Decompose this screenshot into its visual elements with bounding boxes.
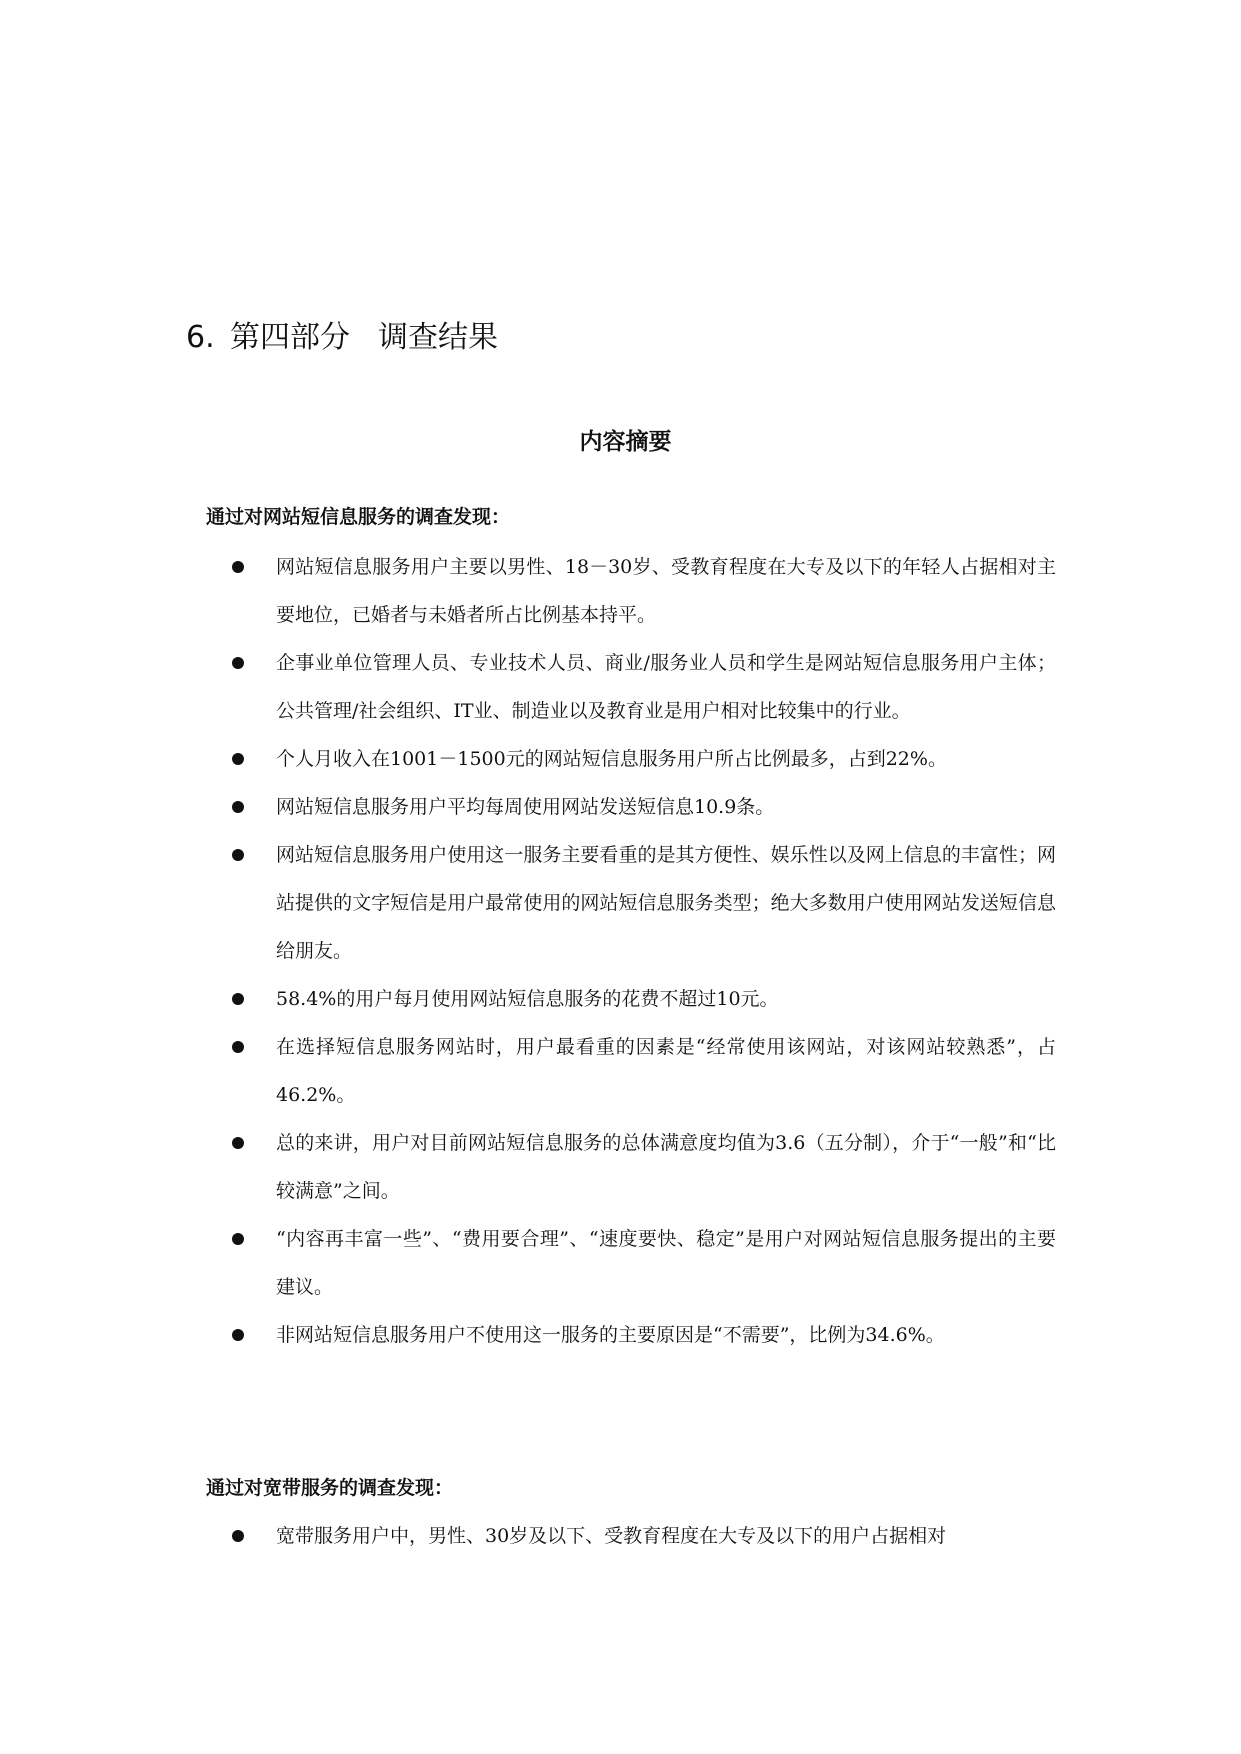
list-item-text: 总的来讲，用户对目前网站短信息服务的总体满意度均值为3.6（五分制），介于“一般”和“比较满意”之间。 <box>276 1132 1056 1202</box>
list-item-text: 网站短信息服务用户平均每周使用网站发送短信息10.9条。 <box>276 796 775 818</box>
list-item-text: 非网站短信息服务用户不使用这一服务的主要原因是“不需要”，比例为34.6%。 <box>276 1324 945 1346</box>
list-item-text: 个人月收入在1001－1500元的网站短信息服务用户所占比例最多，占到22%。 <box>276 748 947 770</box>
list-item-text: 在选择短信息服务网站时，用户最看重的因素是“经常使用该网站，对该网站较熟悉”，占46.2%。 <box>276 1036 1056 1106</box>
bullet-icon <box>232 657 244 669</box>
bullet-icon <box>232 1329 244 1341</box>
bullet-icon <box>232 849 244 861</box>
list-item-text: 网站短信息服务用户使用这一服务主要看重的是其方便性、娱乐性以及网上信息的丰富性；网站提供的文字短信是用户最常使用的网站短信息服务类型；绝大多数用户使用网站发送短信息给朋友。 <box>276 844 1056 962</box>
findings-list-broadband <box>226 1512 1056 1560</box>
list-item <box>226 783 1056 831</box>
list-item <box>226 1215 1056 1311</box>
chapter-title: 调查结果 <box>378 320 498 355</box>
list-item <box>226 1512 1056 1560</box>
summary-title: 内容摘要 <box>579 429 672 455</box>
list-item <box>226 1119 1056 1215</box>
list-item <box>226 1311 1056 1359</box>
list-item <box>226 639 1056 735</box>
bullet-icon <box>232 993 244 1005</box>
bullet-icon <box>232 1137 244 1149</box>
list-item-text: 58.4%的用户每月使用网站短信息服务的花费不超过10元。 <box>276 988 779 1010</box>
list-item <box>226 735 1056 783</box>
list-item <box>226 543 1056 639</box>
list-item-text: 企事业单位管理人员、专业技术人员、商业/服务业人员和学生是网站短信息服务用户主体；公共管理/社会组织、IT业、制造业以及教育业是用户相对比较集中的行业。 <box>276 652 1056 722</box>
list-item <box>226 831 1056 975</box>
chapter-heading <box>186 318 498 358</box>
list-item <box>226 975 1056 1023</box>
findings-list-sms <box>226 543 1056 1359</box>
list-item-text: 网站短信息服务用户主要以男性、18－30岁、受教育程度在大专及以下的年轻人占据相对主要地位，已婚者与未婚者所占比例基本持平。 <box>276 556 1056 626</box>
bullet-icon <box>232 753 244 765</box>
section-title-broadband: 通过对宽带服务的调查发现： <box>206 1477 454 1499</box>
bullet-icon <box>232 1041 244 1053</box>
list-item-text: 宽带服务用户中，男性、30岁及以下、受教育程度在大专及以下的用户占据相对 <box>276 1525 947 1547</box>
list-item <box>226 1023 1056 1119</box>
chapter-part: 第四部分 <box>230 320 350 355</box>
list-item-text: “内容再丰富一些”、“费用要合理”、“速度要快、稳定”是用户对网站短信息服务提出的主要建议。 <box>276 1228 1056 1298</box>
section-title-sms: 通过对网站短信息服务的调查发现： <box>206 506 511 528</box>
bullet-icon <box>232 561 244 573</box>
bullet-icon <box>232 1233 244 1245</box>
chapter-number: 6. <box>186 320 215 355</box>
bullet-icon <box>232 1530 244 1542</box>
bullet-icon <box>232 801 244 813</box>
